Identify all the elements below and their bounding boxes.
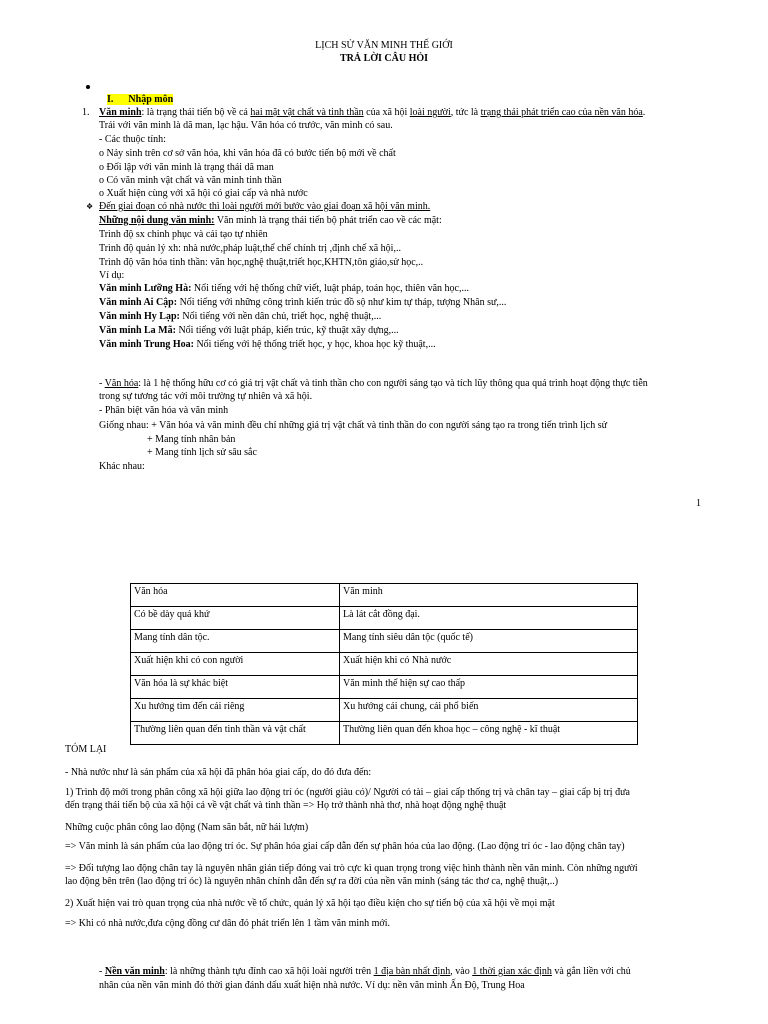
text-line: o Có văn minh vật chất và văn minh tinh thần <box>99 175 282 186</box>
text-line: o Nảy sinh trên cơ sở văn hóa, khi văn hóa đã có bước tiến bộ mới về chất <box>99 148 396 159</box>
term-van-minh: Văn minh <box>99 107 142 118</box>
example-text: Nổi tiếng với hệ thống chữ viết, luật pháp, toán học, thiên văn học,... <box>191 283 469 294</box>
table-row <box>131 653 638 676</box>
table-cell: Mang tính dân tộc. <box>131 630 340 653</box>
item-1-number: 1. <box>82 107 90 118</box>
table-row <box>131 676 638 699</box>
text-line: Những cuộc phân công lao động (Nam săn bắt, nữ hái lượm) <box>65 822 309 833</box>
nen-text-a: : là những thành tựu đỉnh cao xã hội loài người trên <box>164 966 374 977</box>
table-cell: Thường liên quan đến tinh thần và vật chất <box>131 722 340 745</box>
term-nen-van-minh: Nền văn minh <box>104 966 165 977</box>
text-line: => Đối tượng lao động chân tay là nguyên nhân gián tiếp đóng vai trò cực kì quan trọng trong việc hình thành nền văn minh. Còn những người <box>65 863 638 874</box>
table-cell: Có bề dày quá khứ <box>131 607 340 630</box>
content-heading-term: Những nội dung văn minh: <box>99 215 215 226</box>
dash: - <box>99 966 105 977</box>
table-header: Văn hóa <box>131 584 340 607</box>
example-name: Văn minh Hy Lạp: <box>99 311 180 322</box>
text-line: Đến giai đoạn có nhà nước thì loài người mới bước vào giai đoạn xã hội văn minh. <box>99 201 431 212</box>
nen-van-minh-definition <box>99 966 631 978</box>
text-line: - Các thuộc tính: <box>99 134 166 145</box>
example-text: Nổi tiếng với hệ thống triết học, y học, khoa học kỹ thuật,... <box>193 339 436 350</box>
example-item <box>99 311 381 323</box>
text-line: - Phân biệt văn hóa và văn minh <box>99 405 229 416</box>
table-cell: Văn hóa là sự khác biệt <box>131 676 340 699</box>
text-line: đến trạng thái tiến bộ của xã hội cả về vật chất và tinh thần => Họ trở thành nhà thơ, nhà hoạt động nghệ thuật <box>65 800 507 811</box>
example-name: Văn minh Trung Hoa: <box>99 339 194 350</box>
van-hoa-def-1: : là 1 hệ thống hữu cơ có giá trị vật chất và tinh thần cho con người sáng tạo và tích lũy thông qua quá trình hoạt động thực tiễn <box>138 378 648 389</box>
text-line: => Văn minh là sản phẩm của lao động trí óc. Sự phân hóa giai cấp dẫn đến sự phân hóa của lao động. (Lao động trí óc - lao động chân tay) <box>65 841 625 852</box>
table-cell: Thường liên quan đến khoa học – công nghệ - kĩ thuật <box>340 722 638 745</box>
text-line: Khác nhau: <box>99 461 145 472</box>
table-row <box>131 699 638 722</box>
table-header: Văn minh <box>340 584 638 607</box>
text-line: => Khi có nhà nước,đưa cộng đồng cư dân đó phát triển lên 1 tầm văn minh mới. <box>65 918 390 929</box>
nen-text-c: và gắn liền với chủ <box>551 966 631 977</box>
example-item <box>99 283 469 295</box>
nen-text-b: , vào <box>450 966 473 977</box>
example-name: Văn minh La Mã: <box>99 325 176 336</box>
table-row <box>131 630 638 653</box>
def-underline-3: trạng thái phát triển cao của nền văn hóa <box>480 107 643 118</box>
text-line: Trình độ quản lý xh: nhà nước,pháp luật,thể chế chính trị ,định chế xã hội,.. <box>99 243 401 254</box>
summary-title: TÓM LẠI <box>65 744 107 755</box>
item-1-definition <box>99 107 645 119</box>
table-header-row <box>131 584 638 607</box>
text-line: + Mang tính lịch sử sâu sắc <box>147 447 257 458</box>
nen-underline-2: 1 thời gian xác định <box>472 966 552 977</box>
table-row <box>131 722 638 745</box>
table-cell: Xu hướng cái chung, cái phổ biến <box>340 699 638 722</box>
example-text: Nổi tiếng với luật pháp, kiến trúc, kỹ thuật xây dựng,... <box>175 325 399 336</box>
diamond-bullet-icon: ❖ <box>86 202 94 211</box>
text-line: o Đối lập với văn minh là trạng thái dã man <box>99 162 274 173</box>
page-number: 1 <box>696 498 701 509</box>
table-cell: Là lát cắt đồng đại. <box>340 607 638 630</box>
def-text-c: , tức là <box>450 107 481 118</box>
content-heading <box>99 215 442 227</box>
text-line: Ví dụ: <box>99 270 125 281</box>
def-text-a: : là trạng thái tiến bộ về cả <box>141 107 251 118</box>
bullet-icon <box>86 85 90 89</box>
table-cell: Xuất hiện khi có con người <box>131 653 340 676</box>
section-number: I. <box>107 94 114 105</box>
def-text-d: . <box>642 107 646 118</box>
van-hoa-definition <box>99 378 648 390</box>
example-item <box>99 325 399 337</box>
table-cell: Xuất hiện khi có Nhà nước <box>340 653 638 676</box>
table-cell: Mang tính siêu dân tộc (quốc tế) <box>340 630 638 653</box>
dash: - <box>99 378 105 389</box>
section-heading <box>107 94 173 106</box>
table-cell: Xu hướng tìm đến cái riêng <box>131 699 340 722</box>
content-heading-text: Văn minh là trạng thái tiến bộ phát triển cao về các mặt: <box>214 215 442 226</box>
def-underline-2: loài người <box>409 107 451 118</box>
text-line: lao động bên trên (lao động trí óc) là nguyên nhân chính dẫn đến sự ra đời của nền văn minh (sáng tác thơ ca, nghệ thuật,..) <box>65 876 559 887</box>
table-row <box>131 607 638 630</box>
text-line: - Nhà nước như là sản phẩm của xã hội đã phân hóa giai cấp, do đó đưa đến: <box>65 767 372 778</box>
def-text-b: của xã hội <box>363 107 410 118</box>
text-line: o Xuất hiện cùng với xã hội có giai cấp và nhà nước <box>99 188 308 199</box>
text-line: trong sự tương tác với môi trường tự nhiên và xã hội. <box>99 391 313 402</box>
text-line: 2) Xuất hiện vai trò quan trọng của nhà nước về tổ chức, quản lý xã hội tạo điều kiện cho sự tiến bộ của xã hội về mọi mặt <box>65 898 555 909</box>
example-item <box>99 339 436 351</box>
example-text: Nổi tiếng với những công trình kiến trúc đồ sộ như kim tự tháp, tượng Nhân sư,... <box>177 297 507 308</box>
example-item <box>99 297 506 309</box>
example-text: Nổi tiếng với nền dân chủ, triết học, nghệ thuật,... <box>179 311 382 322</box>
nen-underline-1: 1 địa bàn nhất định <box>373 966 451 977</box>
example-name: Văn minh Ai Cập: <box>99 297 178 308</box>
section-label: Nhập môn <box>128 94 174 105</box>
table-cell: Văn minh thể hiện sự cao thấp <box>340 676 638 699</box>
text-line: Trình độ sx chinh phục và cải tạo tự nhiên <box>99 229 268 240</box>
text-line: Trái với văn minh là dã man, lạc hậu. Văn hóa có trước, văn minh có sau. <box>99 120 393 131</box>
term-van-hoa: Văn hóa <box>104 378 139 389</box>
text-line: Trình độ văn hóa tinh thần: văn học,nghệ thuật,triết học,KHTN,tôn giáo,sử học,.. <box>99 257 424 268</box>
comparison-table <box>130 583 638 745</box>
def-underline-1: hai mặt vật chất và tinh thần <box>250 107 364 118</box>
text-line: nhân của nền văn minh đó thời gian đánh dấu xuất hiện nhà nước. Ví dụ: nền văn minh Ấn Độ, Trung Hoa <box>99 980 525 991</box>
example-name: Văn minh Lưỡng Hà: <box>99 283 192 294</box>
document-title: LỊCH SỬ VĂN MINH THẾ GIỚI <box>315 40 453 51</box>
text-line: Giống nhau: + Văn hóa và văn minh đều chỉ những giá trị vật chất và tinh thần do con người sáng tạo ra trong tiến trình lịch sử <box>99 420 608 431</box>
text-line: 1) Trình độ mới trong phân công xã hội giữa lao động trí óc (người giàu có)/ Người có tài – giai cấp thống trị và chân tay – giai cấp bị trị đưa <box>65 787 630 798</box>
document-subtitle: TRẢ LỜI CÂU HỎI <box>339 53 429 64</box>
text-line: + Mang tính nhân bản <box>147 434 236 445</box>
